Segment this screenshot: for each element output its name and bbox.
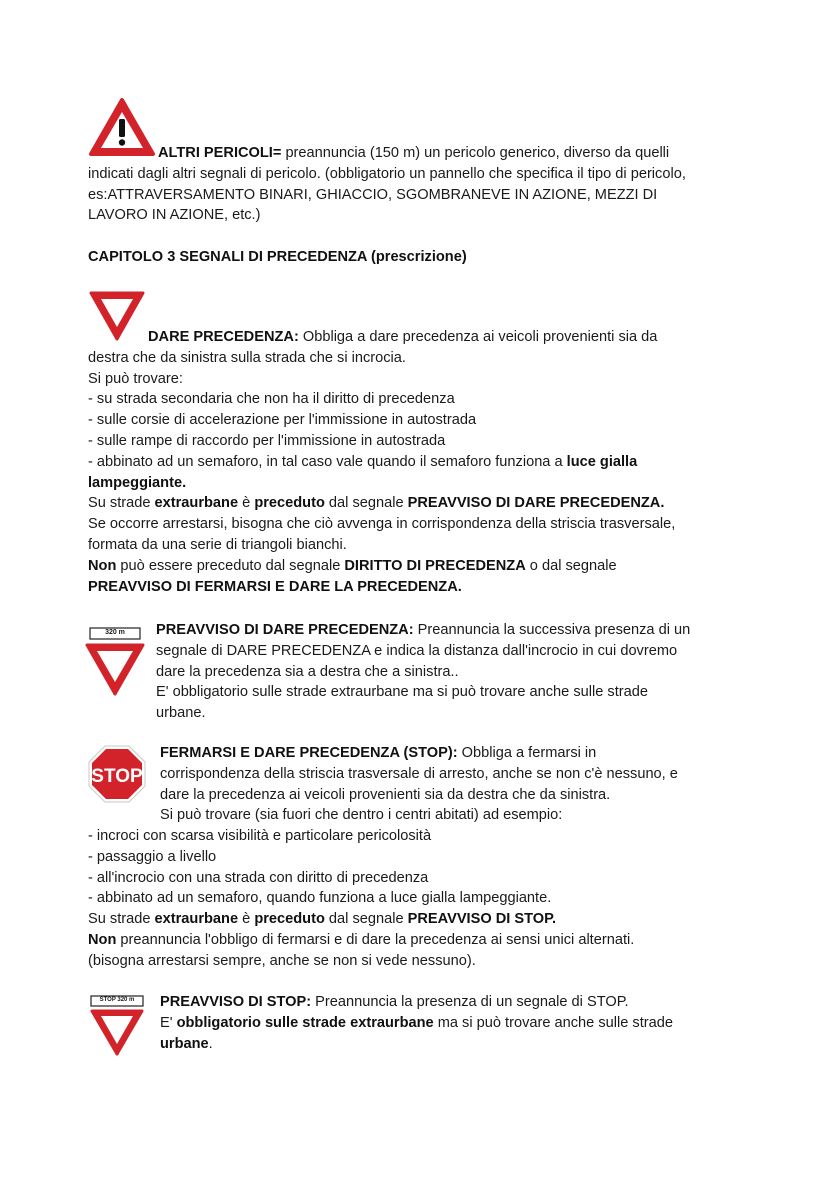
text: può essere preceduto dal segnale	[116, 557, 345, 574]
distance-panel-label: 320 m	[105, 629, 125, 636]
dare-precedenza-arrest1: Se occorre arrestarsi, bisogna che ciò avvenga in corrispondenza della striscia trasversale,	[88, 516, 676, 533]
stop-sign-text: STOP	[91, 766, 143, 787]
text-bold: DIRITTO DI PRECEDENZA	[344, 557, 526, 574]
preavviso-stop-title: PREAVVISO DI STOP:	[160, 994, 312, 1010]
stop-line2: corrispondenza della striscia trasversale di arresto, anche se non c'è nessuno, e	[160, 765, 678, 782]
stop-text1: Obbliga a fermarsi in	[457, 745, 597, 761]
preavviso-stop-block	[160, 992, 760, 1054]
dare-precedenza-non-sign2: PREAVVISO DI FERMARSI E DARE LA PRECEDENZA.	[88, 578, 462, 595]
text-bold: obbligatorio sulle strade extraurbane	[176, 1014, 434, 1031]
text: E'	[160, 1014, 177, 1031]
chapter-heading-block	[88, 247, 748, 268]
stop-block	[88, 826, 778, 972]
preavviso-dare-line3: dare la precedenza sia a destra che a sinistra..	[156, 663, 459, 680]
dare-precedenza-text1: Obbliga a dare precedenza ai veicoli provenienti sia da	[298, 329, 658, 345]
dare-precedenza-line2: destra che da sinistra sulla strada che si incrocia.	[88, 349, 406, 366]
altri-pericoli-line1	[88, 143, 748, 164]
list-item: - abbinato ad un semaforo, quando funziona a luce gialla lampeggiante.	[88, 890, 552, 907]
dare-precedenza-block	[88, 327, 768, 597]
dare-precedenza-arrest2: formata da una serie di triangoli bianchi.	[88, 536, 347, 553]
list-item: - su strada secondaria che non ha il diritto di precedenza	[88, 391, 455, 408]
text-bold: preceduto	[254, 495, 325, 512]
list-item: - sulle rampe di raccordo per l'immissione in autostrada	[88, 432, 446, 449]
text: dal segnale	[324, 911, 408, 928]
stop-line4: Si può trovare (sia fuori che dentro i centri abitati) ad esempio:	[160, 807, 563, 824]
preavviso-stop-line2	[160, 1013, 760, 1034]
altri-pericoli-title: ALTRI PERICOLI=	[158, 145, 282, 161]
text-bold: urbane	[160, 1035, 209, 1052]
stop-distance-panel-label: STOP 320 m	[99, 997, 135, 1003]
text: Su strade	[88, 911, 155, 928]
altri-pericoli-line4: LAVORO IN AZIONE, etc.)	[88, 207, 261, 224]
dare-precedenza-title: DARE PRECEDENZA:	[148, 329, 299, 345]
stop-block-indented	[160, 743, 760, 826]
list-item: - sulle corsie di accelerazione per l'immissione in autostrada	[88, 412, 477, 429]
bullet4-bold: luce gialla	[566, 453, 638, 470]
list-item: - all'incrocio con una strada con diritto di precedenza	[88, 869, 429, 886]
chapter-heading: CAPITOLO 3 SEGNALI DI PRECEDENZA (prescrizione)	[88, 249, 467, 265]
stop-line3: dare la precedenza ai veicoli provenienti sia da destra che da sinistra.	[160, 786, 611, 803]
stop-non	[88, 930, 778, 951]
bullet4-bold-cont: lampeggiante.	[88, 474, 187, 491]
list-item	[88, 452, 768, 473]
preavviso-stop-text1: Preannuncia la presenza di un segnale di STOP.	[311, 994, 629, 1010]
preavviso-dare-line4: E' obbligatorio sulle strade extraurbane ma si può trovare anche sulle strade	[156, 684, 648, 701]
preavviso-stop-line3	[160, 1034, 760, 1055]
text: preannuncia l'obbligo di fermarsi e di dare la precedenza ai sensi unici alternati.	[116, 931, 635, 948]
preavviso-dare-line5: urbane.	[156, 705, 206, 722]
list-item: - passaggio a livello	[88, 848, 217, 865]
dare-precedenza-su-strade	[88, 493, 768, 514]
text: .	[208, 1035, 213, 1052]
preavviso-dare-title: PREAVVISO DI DARE PRECEDENZA:	[156, 622, 414, 638]
bullet4-text: - abbinato ad un semaforo, in tal caso vale quando il semaforo funziona a	[88, 453, 567, 470]
altri-pericoli-block	[88, 143, 748, 226]
preavviso-dare-text1: Preannuncia la successiva presenza di un	[413, 622, 691, 638]
text: o dal segnale	[525, 557, 617, 574]
text-bold: PREAVVISO DI STOP.	[407, 911, 557, 928]
list-item: - incroci con scarsa visibilità e particolare pericolosità	[88, 828, 432, 844]
stop-last-line: (bisogna arrestarsi sempre, anche se non si vede nessuno).	[88, 952, 476, 969]
text-bold: Non	[88, 931, 117, 948]
stop-su-strade	[88, 909, 778, 930]
text: è	[238, 911, 255, 928]
text-bold: extraurbane	[154, 495, 239, 512]
altri-pericoli-text1: preannuncia (150 m) un pericolo generico, diverso da quelli	[281, 145, 670, 161]
text-bold: PREAVVISO DI DARE PRECEDENZA.	[407, 495, 665, 512]
dare-precedenza-line3: Si può trovare:	[88, 370, 183, 387]
stop-title: FERMARSI E DARE PRECEDENZA (STOP):	[160, 745, 458, 761]
text-bold: preceduto	[254, 911, 325, 928]
dare-precedenza-non	[88, 556, 768, 577]
text-bold: Non	[88, 557, 117, 574]
text: dal segnale	[324, 495, 408, 512]
text: ma si può trovare anche sulle strade	[433, 1014, 673, 1031]
text: Su strade	[88, 495, 155, 512]
text-bold: extraurbane	[154, 911, 239, 928]
altri-pericoli-line2: indicati dagli altri segnali di pericolo. (obbligatorio un pannello che specifica il tipo di pericolo,	[88, 165, 686, 182]
altri-pericoli-line3: es:ATTRAVERSAMENTO BINARI, GHIACCIO, SGOMBRANEVE IN AZIONE, MEZZI DI	[88, 186, 658, 203]
stop-sign-icon	[88, 745, 146, 803]
preavviso-dare-line2: segnale di DARE PRECEDENZA e indica la distanza dall'incrocio in cui dovremo	[156, 642, 678, 659]
text: è	[238, 495, 255, 512]
preavviso-dare-block	[156, 620, 756, 724]
